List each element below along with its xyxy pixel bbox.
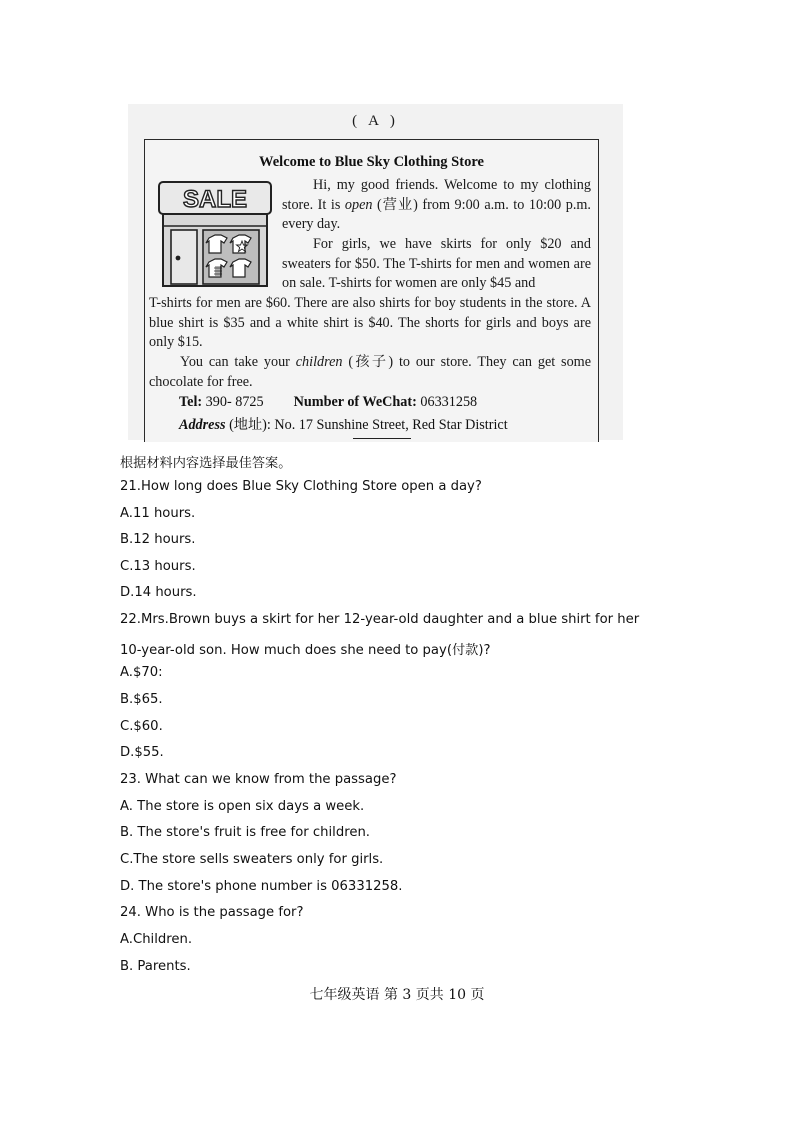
question-22-stem: 22.Mrs.Brown buys a skirt for her 12-year-old daughter and a blue shirt for her (120, 612, 640, 627)
question-22-option-d: D.$55. (120, 745, 164, 760)
tel-label: Tel: (179, 394, 203, 410)
sale-sign-text: SALE (182, 186, 248, 213)
ad-paragraph-1-text: Hi, my good friends. Welcome to my clothing store. It is (282, 177, 591, 213)
question-23-stem: 23. What can we know from the passage? (120, 772, 397, 787)
instruction: 根据材料内容选择最佳答案。 (120, 456, 292, 471)
advertisement-box (144, 139, 599, 442)
contact-line (179, 394, 477, 411)
question-22-option-b: B.$65. (120, 692, 163, 707)
question-21-stem: 21.How long does Blue Sky Clothing Store open a day? (120, 479, 482, 494)
ad-paragraph-3-rest: (孩子) to our store. They can get some chocolate for free. (149, 354, 591, 390)
question-21-option-b: B.12 hours. (120, 532, 196, 547)
passage-scan (128, 104, 623, 440)
question-22-option-a: A.$70: (120, 665, 163, 680)
question-23-option-b: B. The store's fruit is free for children. (120, 825, 370, 840)
question-23-option-d: D. The store's phone number is 06331258. (120, 879, 403, 894)
ad-title: Welcome to Blue Sky Clothing Store (259, 154, 484, 170)
ad-paragraph-3-text: You can take your (180, 354, 296, 370)
address-value: (地址): No. 17 Sunshine Street, Red Star District (225, 417, 508, 433)
open-word: open (344, 196, 373, 213)
address-line (179, 414, 508, 434)
store-illustration (157, 180, 275, 288)
tel-value: 390- 8725 (202, 394, 264, 410)
question-21-option-a: A.11 hours. (120, 506, 196, 521)
ad-paragraph-1 (282, 176, 591, 235)
question-24-option-b: B. Parents. (120, 959, 191, 974)
divider (353, 438, 411, 439)
ad-paragraph-2: For girls, we have skirts for only $20 and sweaters for $50. The T-shirts for men and women are on sale. T-shirts for women are only $45 and (282, 236, 591, 292)
wechat-value: 06331258 (416, 394, 478, 410)
question-23-option-a: A. The store is open six days a week. (120, 799, 365, 814)
question-21-option-c: C.13 hours. (120, 559, 196, 574)
question-22-option-c: C.$60. (120, 719, 163, 734)
ad-paragraph-1-rest: (营业) from 9:00 a.m. to 10:00 p.m. every day. (282, 196, 591, 233)
question-24-stem: 24. Who is the passage for? (120, 905, 304, 920)
ad-paragraph-3 (149, 353, 591, 392)
question-21-option-d: D.14 hours. (120, 585, 197, 600)
children-word: children (295, 354, 343, 370)
question-24-option-a: A.Children. (120, 932, 193, 947)
passage-label: ( A ) (352, 113, 399, 129)
address-label: Address (179, 417, 226, 433)
question-23-option-c: C.The store sells sweaters only for girls. (120, 852, 384, 867)
wechat-label: Number of WeChat: (293, 394, 417, 410)
ad-paragraph-2-continued: T-shirts for men are $60. There are also shirts for boy students in the store. A blue shirt is $35 and a white shirt is $40. The shorts for girls and boys are only $15. (149, 295, 591, 351)
page-footer: 七年级英语 第 3 页共 10 页 (309, 987, 485, 1003)
question-22-stem-line2: 10-year-old son. How much does she need to pay(付款)? (120, 643, 491, 658)
